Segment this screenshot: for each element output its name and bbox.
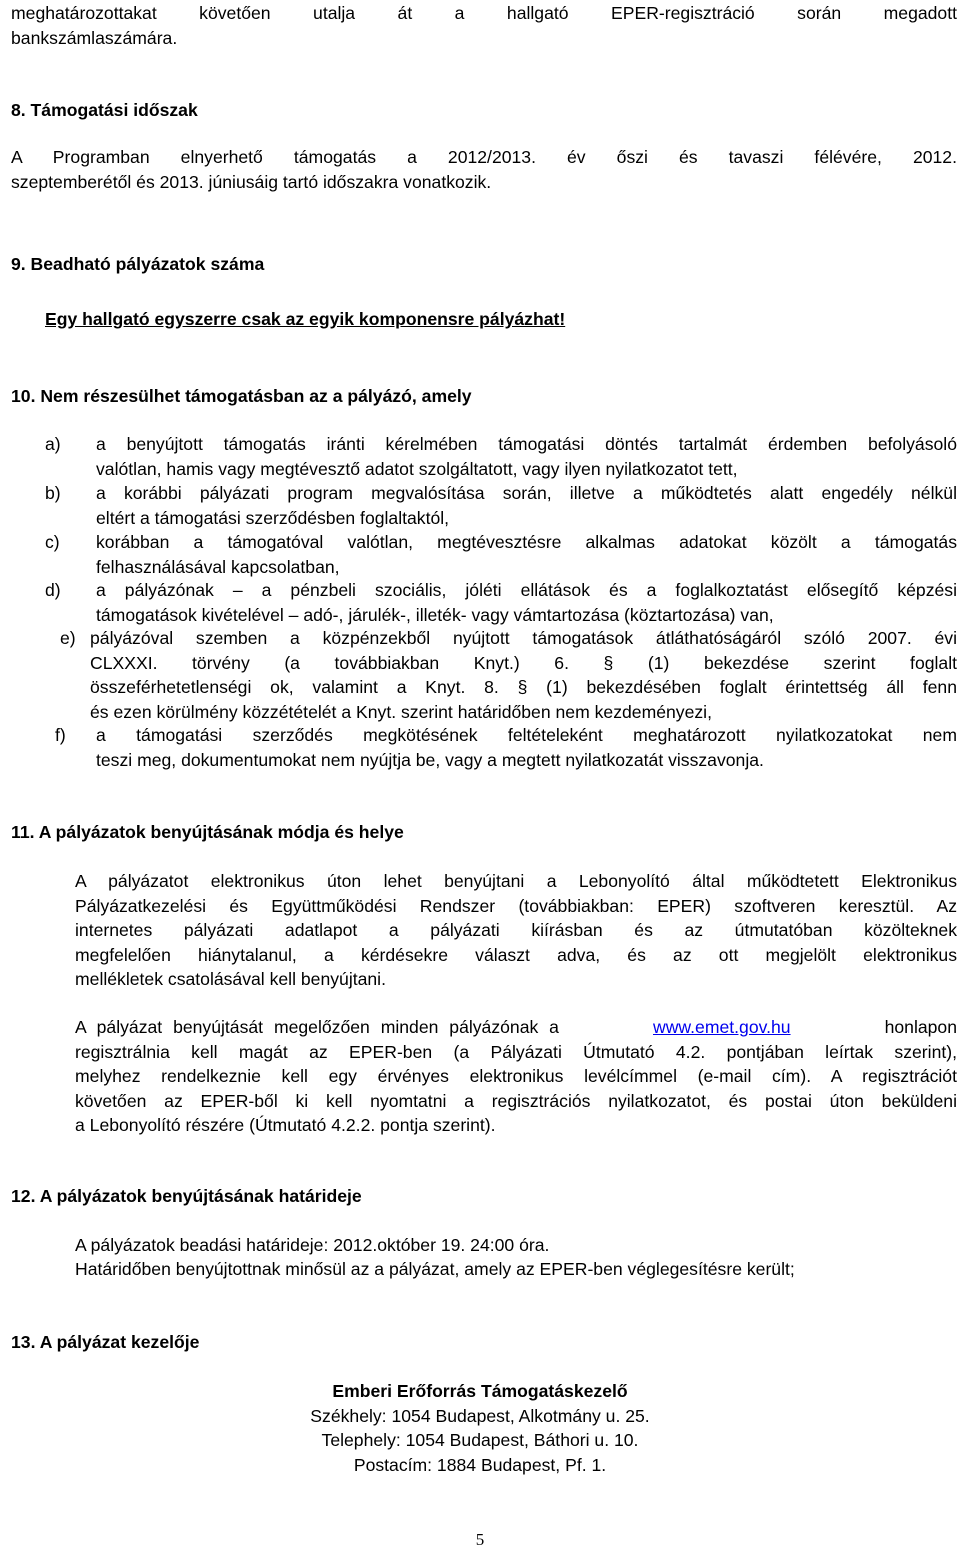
handler-seat: Székhely: 1054 Budapest, Alkotmány u. 25. [310,1405,650,1426]
section-11-heading: 11. A pályázatok benyújtásának módja és helye [11,822,404,842]
emet-website-link[interactable]: www.emet.gov.hu [653,1017,791,1037]
list-item-label: c) [45,532,60,552]
section-12-heading: 12. A pályázatok benyújtásának határideje [11,1186,362,1206]
section-8-text [11,145,957,194]
section-9-heading: 9. Beadható pályázatok száma [11,254,265,274]
section-11-paragraph-1: A pályázatot elektronikus úton lehet benyújtani a Lebonyolító által működtetett Elektronikus Pályázatkezelési és Együttműködési Rendszer (továbbiakban: EPER) szoftveren keresztül. Az internetes pályázati adatlapot a pályázati kiírásban és az útmutatóban közölteknek megfelelően hiánytalanul, a kérdésekre választ adva, és az ott megjelölt elektronikus mellékletek csatolásával kell benyújtani. [75,871,957,989]
section-8-heading: 8. Támogatási időszak [11,100,198,120]
handler-address-block [0,1379,960,1477]
handler-postal: Postacím: 1884 Budapest, Pf. 1. [353,1454,607,1475]
list-item-text: a benyújtott támogatás iránti kérelmében támogatási döntés tartalmát érdemben befolyásoló valótlan, hamis vagy megtévesztő adatot szolgáltatott, vagy ilyen nyilatkozatot tett, [96,434,957,479]
section-12-note: Határidőben benyújtottnak minősül az a pályázat, amely az EPER-ben véglegesítésre került; [75,1259,795,1279]
section-9-note: Egy hallgató egyszerre csak az egyik komponensre pályázhat! [45,309,566,329]
list-item-text: a támogatási szerződés megkötésének feltételeként meghatározott nyilatkozatokat nem teszi meg, dokumentumokat nem nyújtja be, vagy a megtett nyilatkozatát visszavonja. [96,725,957,770]
handler-org-name: Emberi Erőforrás Támogatáskezelő [332,1381,628,1401]
list-item-label: e) [60,628,76,648]
list-item-label: a) [45,434,61,454]
section-8-line: A Programban elnyerhető támogatás a 2012/2013. év őszi és tavaszi félévére, 2012. [11,147,957,167]
list-item-label: b) [45,483,61,503]
section-12-deadline: A pályázatok beadási határideje: 2012.október 19. 24:00 óra. [75,1235,550,1255]
intro-line: meghatározottakat követően utalja át a hallgató EPER-regisztráció során megadott [11,3,957,23]
handler-site: Telephely: 1054 Budapest, Báthori u. 10. [321,1430,639,1450]
section-8-line: szeptemberétől és 2013. júniusáig tartó időszakra vonatkozik. [11,171,492,192]
list-item-label: f) [55,725,66,745]
list-item-label: d) [45,580,61,600]
section-10-heading: 10. Nem részesülhet támogatásban az a pályázó, amely [11,386,472,406]
list-item-text: a pályázónak – a pénzbeli szociális, jóléti ellátások és a foglalkoztatást elősegítő képzési támogatások kivételével – adó-, járulék-, illeték- vagy vámtartozása (köztartozása) van, [96,580,957,625]
intro-line: bankszámlaszámára. [11,27,178,48]
section-13-heading: 13. A pályázat kezelője [11,1332,200,1352]
list-item-text: pályázóval szemben a közpénzekből nyújtott támogatások átláthatóságáról szóló 2007. évi CLXXXI. törvény (a továbbiakban Knyt.) 6. § (1) bekezdése szerint foglalt összeférhetetlenségi ok, valamint a Knyt. 8. § (1) bekezdésében foglalt érintettség áll fenn és ezen körülmény közzétételét a Knyt. szerint határidőben nem kezdeményezi, [90,628,957,722]
list-item-text: korábban a támogatóval valótlan, megtévesztésre alkalmas adatokat közölt a támogatás felhasználásával kapcsolatban, [96,532,957,577]
intro-paragraph [11,1,957,50]
list-item-text: a korábbi pályázati program megvalósítása során, illetve a működtetés alatt engedély nélkül eltért a támogatási szerződésben foglaltaktól, [96,483,957,528]
section-11-paragraph-2: A pályázat benyújtását megelőzően minden pályázónak a www.emet.gov.hu honlapon regisztrálnia kell magát az EPER-ben (a Pályázati Útmutató 4.2. pontjában leírtak szerint), melyhez rendelkeznie kell egy érvényes elektronikus levélcímmel (e-mail cím). A regisztrációt követően az EPER-ből ki kell nyomtatni a regisztrációs nyilatkozatot, és postai úton beküldeni a Lebonyolító részére (Útmutató 4.2.2. pontja szerint). [75,1017,957,1135]
page-number: 5 [475,1530,485,1549]
